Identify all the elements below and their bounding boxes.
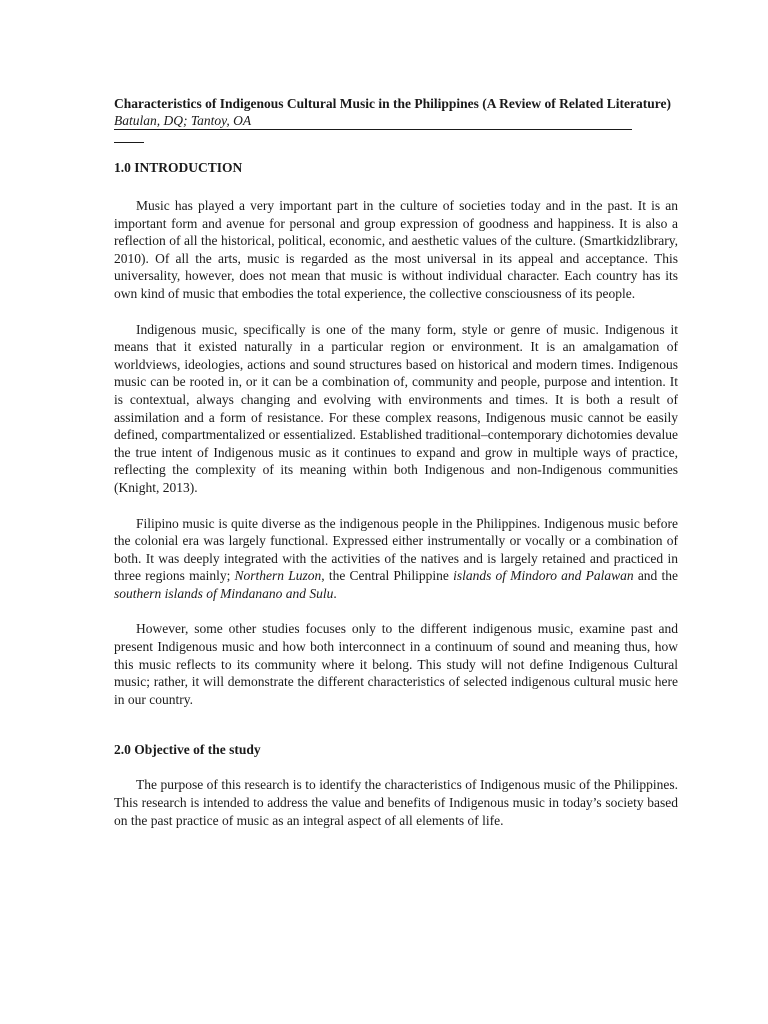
intro-paragraph-3 — [114, 515, 678, 603]
objective-paragraph-1: The purpose of this research is to identify the characteristics of Indigenous music of the Philippines. This research is intended to address the value and benefits of Indigenous music in today’s society based on the past practice of music as an integral aspect of all elements of life. — [114, 777, 678, 828]
divider — [114, 142, 144, 143]
text-run: and the — [633, 568, 678, 584]
document-authors: Batulan, DQ; Tantoy, OA — [114, 112, 632, 130]
intro-paragraph-1: Music has played a very important part in the culture of societies today and in the past. It is an important form and avenue for personal and group expression of goodness and happiness. It is also a reflection of all the historical, political, economic, and aesthetic values of the culture. (Smartkidzlibrary, 2010). Of all the arts, music is regarded as the most universal in its appeal and acceptance. This universality, however, does not mean that music is without individual character. Each country has its own kind of music that embodies the total experience, the collective consciousness of its people. — [114, 198, 678, 301]
section-heading-introduction: 1.0 INTRODUCTION — [114, 160, 243, 175]
italic-region-mindanao-sulu: southern islands of Mindanano and Sulu — [114, 585, 334, 601]
italic-region-northern-luzon: Northern Luzon — [234, 568, 322, 584]
document-title: Characteristics of Indigenous Cultural Music in the Philippines (A Review of Related Literature) — [114, 96, 671, 111]
text-run: . — [333, 585, 337, 601]
document-page — [114, 95, 678, 829]
intro-paragraph-2: Indigenous music, specifically is one of the many form, style or genre of music. Indigenous it means that it existed naturally in a particular region or environment. It is an amalgamation of worldviews, ideologies, actions and sound structures based on historical and modern times. Indigenous music can be rooted in, or it can be a combination of, community and people, purpose and intention. It is contextual, always changing and evolving with environments and times. It is both a result of assimilation and a form of resistance. For these complex reasons, Indigenous music cannot be easily defined, compartmentalized or essentialized. Established traditional–contemporary dichotomies devalue the true intent of Indigenous music as it continues to expand and grow in multiple ways of practice, reflecting the complexity of its meaning within both Indigenous and non-Indigenous communities (Knight, 2013). — [114, 321, 678, 495]
text-run: , the Central Philippine — [321, 568, 454, 584]
text-run: Filipino music is quite diverse as the indigenous people in the Philippines. Indigenous music before the colonial era was largely functional. Expressed either instrumentally or vocally or a combination of both. It was deeply integrated with the activities of the natives and is largely retained and practiced in three regions mainly; — [114, 515, 678, 584]
section-heading-objective: 2.0 Objective of the study — [114, 742, 261, 758]
italic-region-mindoro-palawan: islands of Mindoro and Palawan — [453, 568, 634, 584]
intro-paragraph-4: However, some other studies focuses only to the different indigenous music, examine past and present Indigenous music and how both interconnect in a continuum of sound and meaning thus, how this music reflects to its community where it belong. This study will not define Indigenous Cultural music; rather, it will demonstrate the different characteristics of selected indigenous cultural music here in our country. — [114, 621, 678, 707]
